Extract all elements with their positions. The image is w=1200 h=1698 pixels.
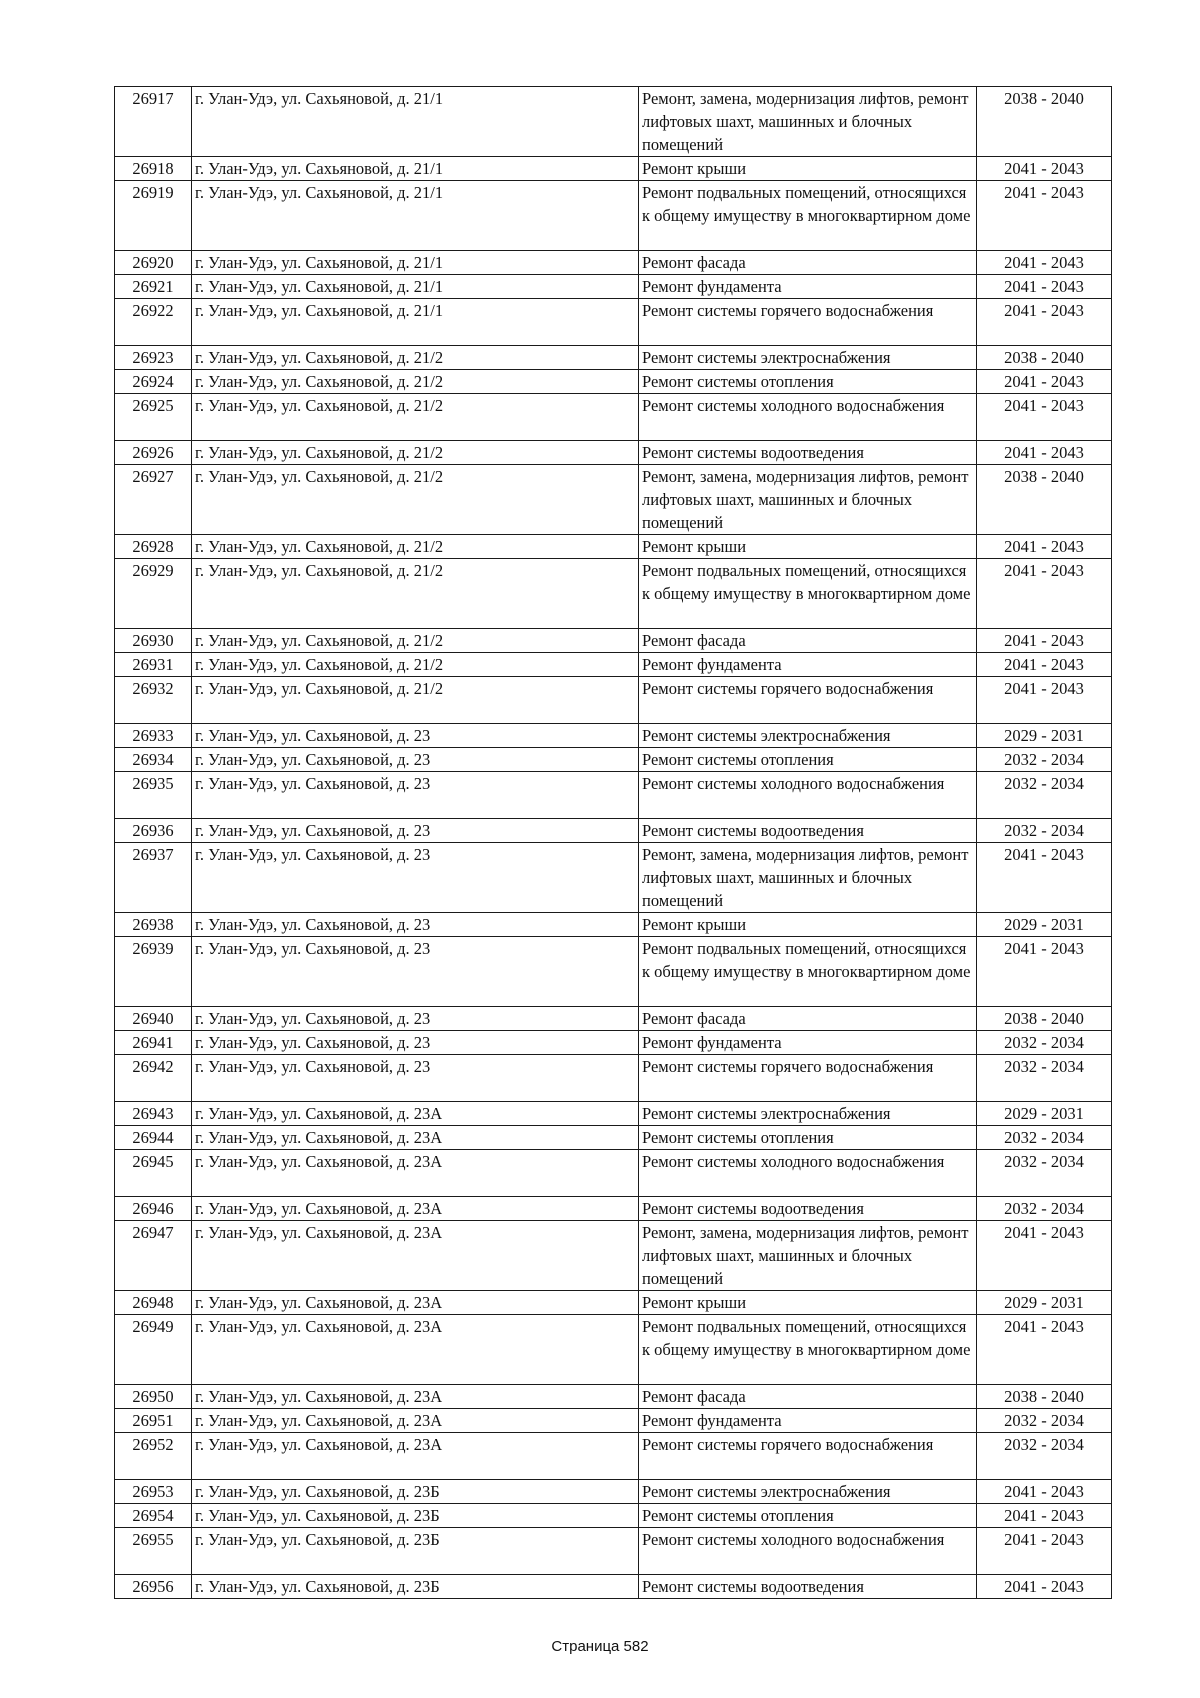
row-id-cell: 26940 <box>115 1007 192 1031</box>
address-cell: г. Улан-Удэ, ул. Сахьяновой, д. 23А <box>192 1315 639 1385</box>
period-cell: 2032 - 2034 <box>977 1409 1112 1433</box>
period-cell: 2041 - 2043 <box>977 1504 1112 1528</box>
row-id-cell: 26925 <box>115 394 192 441</box>
work-type-cell: Ремонт системы электроснабжения <box>639 346 977 370</box>
table-row <box>115 1291 1112 1315</box>
work-type-cell: Ремонт фасада <box>639 1385 977 1409</box>
address-cell: г. Улан-Удэ, ул. Сахьяновой, д. 23Б <box>192 1480 639 1504</box>
address-cell: г. Улан-Удэ, ул. Сахьяновой, д. 23 <box>192 1007 639 1031</box>
row-id-cell: 26949 <box>115 1315 192 1385</box>
table-row <box>115 819 1112 843</box>
row-id-cell: 26941 <box>115 1031 192 1055</box>
address-cell: г. Улан-Удэ, ул. Сахьяновой, д. 21/1 <box>192 157 639 181</box>
row-id-cell: 26942 <box>115 1055 192 1102</box>
row-id-cell: 26919 <box>115 181 192 251</box>
row-id-cell: 26943 <box>115 1102 192 1126</box>
table-row <box>115 1575 1112 1599</box>
work-type-cell: Ремонт системы электроснабжения <box>639 1102 977 1126</box>
row-id-cell: 26946 <box>115 1197 192 1221</box>
repair-schedule-table <box>114 86 1112 1599</box>
table-row <box>115 1528 1112 1575</box>
work-type-cell: Ремонт системы отопления <box>639 370 977 394</box>
row-id-cell: 26937 <box>115 843 192 913</box>
address-cell: г. Улан-Удэ, ул. Сахьяновой, д. 21/1 <box>192 299 639 346</box>
table-row <box>115 724 1112 748</box>
table-row <box>115 913 1112 937</box>
work-type-cell: Ремонт фасада <box>639 251 977 275</box>
address-cell: г. Улан-Удэ, ул. Сахьяновой, д. 23 <box>192 819 639 843</box>
table-row <box>115 157 1112 181</box>
table-row <box>115 299 1112 346</box>
table-row <box>115 181 1112 251</box>
period-cell: 2038 - 2040 <box>977 87 1112 157</box>
period-cell: 2041 - 2043 <box>977 1575 1112 1599</box>
work-type-cell: Ремонт фундамента <box>639 275 977 299</box>
table-row <box>115 653 1112 677</box>
address-cell: г. Улан-Удэ, ул. Сахьяновой, д. 21/2 <box>192 370 639 394</box>
work-type-cell: Ремонт крыши <box>639 913 977 937</box>
period-cell: 2038 - 2040 <box>977 1007 1112 1031</box>
work-type-cell: Ремонт системы холодного водоснабжения <box>639 772 977 819</box>
period-cell: 2032 - 2034 <box>977 1433 1112 1480</box>
work-type-cell: Ремонт, замена, модернизация лифтов, ремонт лифтовых шахт, машинных и блочных помещений <box>639 87 977 157</box>
work-type-cell: Ремонт, замена, модернизация лифтов, ремонт лифтовых шахт, машинных и блочных помещений <box>639 1221 977 1291</box>
period-cell: 2029 - 2031 <box>977 1291 1112 1315</box>
table-body <box>115 87 1112 1599</box>
work-type-cell: Ремонт, замена, модернизация лифтов, ремонт лифтовых шахт, машинных и блочных помещений <box>639 465 977 535</box>
table-row <box>115 1221 1112 1291</box>
work-type-cell: Ремонт системы отопления <box>639 1126 977 1150</box>
work-type-cell: Ремонт системы горячего водоснабжения <box>639 299 977 346</box>
address-cell: г. Улан-Удэ, ул. Сахьяновой, д. 23А <box>192 1126 639 1150</box>
address-cell: г. Улан-Удэ, ул. Сахьяновой, д. 23 <box>192 1031 639 1055</box>
table-row <box>115 465 1112 535</box>
period-cell: 2041 - 2043 <box>977 275 1112 299</box>
row-id-cell: 26931 <box>115 653 192 677</box>
address-cell: г. Улан-Удэ, ул. Сахьяновой, д. 21/2 <box>192 559 639 629</box>
period-cell: 2032 - 2034 <box>977 1197 1112 1221</box>
address-cell: г. Улан-Удэ, ул. Сахьяновой, д. 23 <box>192 1055 639 1102</box>
table-row <box>115 748 1112 772</box>
row-id-cell: 26953 <box>115 1480 192 1504</box>
period-cell: 2041 - 2043 <box>977 677 1112 724</box>
period-cell: 2041 - 2043 <box>977 559 1112 629</box>
work-type-cell: Ремонт системы горячего водоснабжения <box>639 677 977 724</box>
table-row <box>115 937 1112 1007</box>
row-id-cell: 26933 <box>115 724 192 748</box>
address-cell: г. Улан-Удэ, ул. Сахьяновой, д. 23 <box>192 748 639 772</box>
table-row <box>115 1126 1112 1150</box>
row-id-cell: 26928 <box>115 535 192 559</box>
table-row <box>115 394 1112 441</box>
work-type-cell: Ремонт системы водоотведения <box>639 1575 977 1599</box>
work-type-cell: Ремонт фасада <box>639 629 977 653</box>
row-id-cell: 26952 <box>115 1433 192 1480</box>
row-id-cell: 26924 <box>115 370 192 394</box>
table-row <box>115 1197 1112 1221</box>
period-cell: 2032 - 2034 <box>977 748 1112 772</box>
address-cell: г. Улан-Удэ, ул. Сахьяновой, д. 21/2 <box>192 653 639 677</box>
row-id-cell: 26920 <box>115 251 192 275</box>
address-cell: г. Улан-Удэ, ул. Сахьяновой, д. 21/2 <box>192 629 639 653</box>
table-row <box>115 1315 1112 1385</box>
address-cell: г. Улан-Удэ, ул. Сахьяновой, д. 21/1 <box>192 181 639 251</box>
row-id-cell: 26936 <box>115 819 192 843</box>
work-type-cell: Ремонт крыши <box>639 535 977 559</box>
work-type-cell: Ремонт фундамента <box>639 1409 977 1433</box>
work-type-cell: Ремонт подвальных помещений, относящихся к общему имуществу в многоквартирном доме <box>639 181 977 251</box>
period-cell: 2041 - 2043 <box>977 843 1112 913</box>
period-cell: 2041 - 2043 <box>977 251 1112 275</box>
address-cell: г. Улан-Удэ, ул. Сахьяновой, д. 23 <box>192 772 639 819</box>
table-row <box>115 1007 1112 1031</box>
table-row <box>115 87 1112 157</box>
address-cell: г. Улан-Удэ, ул. Сахьяновой, д. 23 <box>192 843 639 913</box>
row-id-cell: 26927 <box>115 465 192 535</box>
work-type-cell: Ремонт системы электроснабжения <box>639 1480 977 1504</box>
work-type-cell: Ремонт системы водоотведения <box>639 441 977 465</box>
work-type-cell: Ремонт крыши <box>639 1291 977 1315</box>
row-id-cell: 26938 <box>115 913 192 937</box>
table-row <box>115 1385 1112 1409</box>
table-row <box>115 1102 1112 1126</box>
address-cell: г. Улан-Удэ, ул. Сахьяновой, д. 23А <box>192 1433 639 1480</box>
address-cell: г. Улан-Удэ, ул. Сахьяновой, д. 23Б <box>192 1575 639 1599</box>
work-type-cell: Ремонт системы холодного водоснабжения <box>639 394 977 441</box>
table-row <box>115 772 1112 819</box>
period-cell: 2041 - 2043 <box>977 441 1112 465</box>
row-id-cell: 26929 <box>115 559 192 629</box>
period-cell: 2029 - 2031 <box>977 913 1112 937</box>
row-id-cell: 26948 <box>115 1291 192 1315</box>
address-cell: г. Улан-Удэ, ул. Сахьяновой, д. 21/2 <box>192 346 639 370</box>
period-cell: 2041 - 2043 <box>977 653 1112 677</box>
period-cell: 2032 - 2034 <box>977 819 1112 843</box>
period-cell: 2041 - 2043 <box>977 157 1112 181</box>
period-cell: 2029 - 2031 <box>977 724 1112 748</box>
address-cell: г. Улан-Удэ, ул. Сахьяновой, д. 23А <box>192 1221 639 1291</box>
address-cell: г. Улан-Удэ, ул. Сахьяновой, д. 23Б <box>192 1528 639 1575</box>
table-row <box>115 1409 1112 1433</box>
row-id-cell: 26945 <box>115 1150 192 1197</box>
work-type-cell: Ремонт системы холодного водоснабжения <box>639 1150 977 1197</box>
address-cell: г. Улан-Удэ, ул. Сахьяновой, д. 23А <box>192 1150 639 1197</box>
work-type-cell: Ремонт подвальных помещений, относящихся к общему имуществу в многоквартирном доме <box>639 937 977 1007</box>
work-type-cell: Ремонт подвальных помещений, относящихся к общему имуществу в многоквартирном доме <box>639 559 977 629</box>
work-type-cell: Ремонт фундамента <box>639 1031 977 1055</box>
work-type-cell: Ремонт системы водоотведения <box>639 819 977 843</box>
table-row <box>115 629 1112 653</box>
work-type-cell: Ремонт системы отопления <box>639 748 977 772</box>
table-row <box>115 275 1112 299</box>
row-id-cell: 26944 <box>115 1126 192 1150</box>
table-row <box>115 251 1112 275</box>
period-cell: 2038 - 2040 <box>977 465 1112 535</box>
period-cell: 2038 - 2040 <box>977 1385 1112 1409</box>
address-cell: г. Улан-Удэ, ул. Сахьяновой, д. 21/1 <box>192 275 639 299</box>
period-cell: 2038 - 2040 <box>977 346 1112 370</box>
table-row <box>115 1504 1112 1528</box>
address-cell: г. Улан-Удэ, ул. Сахьяновой, д. 23Б <box>192 1504 639 1528</box>
address-cell: г. Улан-Удэ, ул. Сахьяновой, д. 21/2 <box>192 465 639 535</box>
row-id-cell: 26951 <box>115 1409 192 1433</box>
address-cell: г. Улан-Удэ, ул. Сахьяновой, д. 23А <box>192 1291 639 1315</box>
work-type-cell: Ремонт системы водоотведения <box>639 1197 977 1221</box>
row-id-cell: 26950 <box>115 1385 192 1409</box>
work-type-cell: Ремонт системы горячего водоснабжения <box>639 1055 977 1102</box>
row-id-cell: 26955 <box>115 1528 192 1575</box>
table-row <box>115 1150 1112 1197</box>
work-type-cell: Ремонт, замена, модернизация лифтов, ремонт лифтовых шахт, машинных и блочных помещений <box>639 843 977 913</box>
table-row <box>115 535 1112 559</box>
address-cell: г. Улан-Удэ, ул. Сахьяновой, д. 23А <box>192 1409 639 1433</box>
row-id-cell: 26917 <box>115 87 192 157</box>
period-cell: 2032 - 2034 <box>977 1031 1112 1055</box>
row-id-cell: 26926 <box>115 441 192 465</box>
period-cell: 2032 - 2034 <box>977 772 1112 819</box>
table-row <box>115 1031 1112 1055</box>
period-cell: 2029 - 2031 <box>977 1102 1112 1126</box>
row-id-cell: 26947 <box>115 1221 192 1291</box>
table-row <box>115 559 1112 629</box>
period-cell: 2041 - 2043 <box>977 1221 1112 1291</box>
row-id-cell: 26954 <box>115 1504 192 1528</box>
table-row <box>115 1480 1112 1504</box>
table-row <box>115 843 1112 913</box>
address-cell: г. Улан-Удэ, ул. Сахьяновой, д. 23А <box>192 1197 639 1221</box>
address-cell: г. Улан-Удэ, ул. Сахьяновой, д. 23А <box>192 1385 639 1409</box>
row-id-cell: 26932 <box>115 677 192 724</box>
period-cell: 2041 - 2043 <box>977 1480 1112 1504</box>
address-cell: г. Улан-Удэ, ул. Сахьяновой, д. 23 <box>192 724 639 748</box>
work-type-cell: Ремонт подвальных помещений, относящихся к общему имуществу в многоквартирном доме <box>639 1315 977 1385</box>
work-type-cell: Ремонт системы горячего водоснабжения <box>639 1433 977 1480</box>
row-id-cell: 26935 <box>115 772 192 819</box>
period-cell: 2032 - 2034 <box>977 1055 1112 1102</box>
period-cell: 2032 - 2034 <box>977 1150 1112 1197</box>
address-cell: г. Улан-Удэ, ул. Сахьяновой, д. 21/2 <box>192 677 639 724</box>
period-cell: 2041 - 2043 <box>977 394 1112 441</box>
address-cell: г. Улан-Удэ, ул. Сахьяновой, д. 21/2 <box>192 535 639 559</box>
row-id-cell: 26922 <box>115 299 192 346</box>
period-cell: 2041 - 2043 <box>977 629 1112 653</box>
work-type-cell: Ремонт системы отопления <box>639 1504 977 1528</box>
row-id-cell: 26923 <box>115 346 192 370</box>
address-cell: г. Улан-Удэ, ул. Сахьяновой, д. 23 <box>192 913 639 937</box>
period-cell: 2041 - 2043 <box>977 535 1112 559</box>
row-id-cell: 26921 <box>115 275 192 299</box>
table-row <box>115 1055 1112 1102</box>
work-type-cell: Ремонт системы холодного водоснабжения <box>639 1528 977 1575</box>
work-type-cell: Ремонт крыши <box>639 157 977 181</box>
page-number: Страница 582 <box>551 1638 649 1655</box>
row-id-cell: 26956 <box>115 1575 192 1599</box>
address-cell: г. Улан-Удэ, ул. Сахьяновой, д. 21/1 <box>192 87 639 157</box>
row-id-cell: 26934 <box>115 748 192 772</box>
address-cell: г. Улан-Удэ, ул. Сахьяновой, д. 21/2 <box>192 441 639 465</box>
period-cell: 2041 - 2043 <box>977 370 1112 394</box>
address-cell: г. Улан-Удэ, ул. Сахьяновой, д. 23 <box>192 937 639 1007</box>
row-id-cell: 26918 <box>115 157 192 181</box>
table-row <box>115 1433 1112 1480</box>
address-cell: г. Улан-Удэ, ул. Сахьяновой, д. 21/1 <box>192 251 639 275</box>
row-id-cell: 26930 <box>115 629 192 653</box>
table-row <box>115 441 1112 465</box>
address-cell: г. Улан-Удэ, ул. Сахьяновой, д. 23А <box>192 1102 639 1126</box>
work-type-cell: Ремонт фасада <box>639 1007 977 1031</box>
table-row <box>115 346 1112 370</box>
table-row <box>115 677 1112 724</box>
work-type-cell: Ремонт системы электроснабжения <box>639 724 977 748</box>
period-cell: 2041 - 2043 <box>977 1315 1112 1385</box>
period-cell: 2032 - 2034 <box>977 1126 1112 1150</box>
period-cell: 2041 - 2043 <box>977 181 1112 251</box>
table-row <box>115 370 1112 394</box>
period-cell: 2041 - 2043 <box>977 1528 1112 1575</box>
row-id-cell: 26939 <box>115 937 192 1007</box>
period-cell: 2041 - 2043 <box>977 299 1112 346</box>
period-cell: 2041 - 2043 <box>977 937 1112 1007</box>
work-type-cell: Ремонт фундамента <box>639 653 977 677</box>
address-cell: г. Улан-Удэ, ул. Сахьяновой, д. 21/2 <box>192 394 639 441</box>
